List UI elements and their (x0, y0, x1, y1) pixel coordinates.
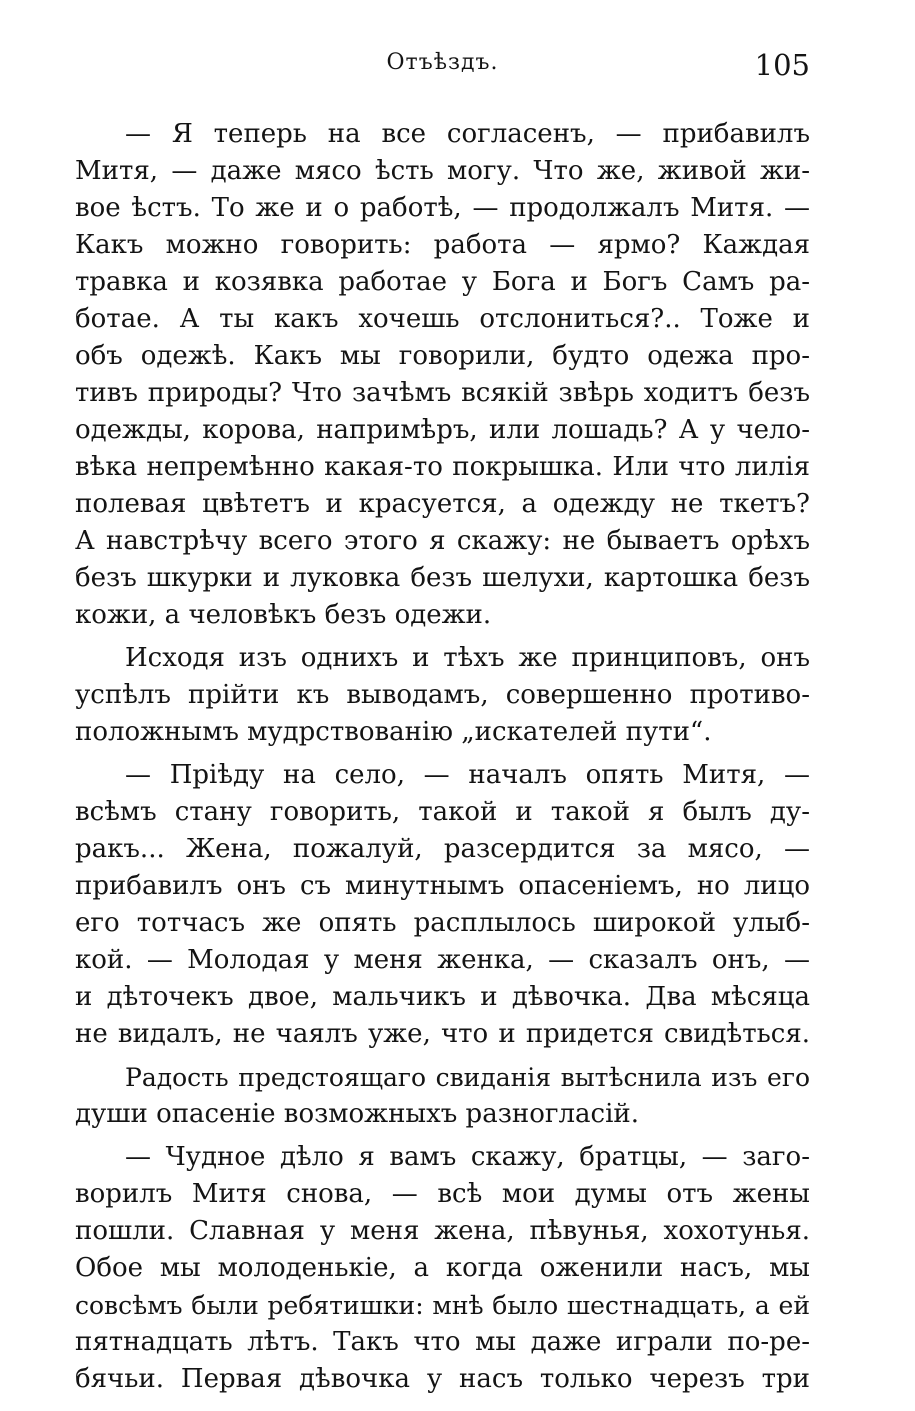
text-line: бячьи. Первая дѣвочка у насъ только черезъ три (75, 1364, 810, 1394)
text-line: Исходя изъ однихъ и тѣхъ же принциповъ, онъ (125, 643, 810, 673)
text-line: кой. — Молодая у меня женка, — сказалъ онъ, — (75, 945, 810, 975)
text-line: безъ шкурки и луковка безъ шелухи, картошка безъ (75, 563, 810, 593)
text-line: Какъ можно говорить: работа — ярмо? Каждая (75, 230, 810, 260)
page-number: 105 (754, 48, 810, 82)
text-line: вое ѣстъ. То же и о работѣ, — продолжалъ Митя. — (75, 193, 810, 223)
text-line: ворилъ Митя снова, — всѣ мои думы отъ жены (75, 1179, 810, 1209)
text-line: успѣлъ прійти къ выводамъ, совершенно противо- (75, 680, 810, 710)
text-line: ботае. А ты какъ хочешь отслониться?.. Тоже и (75, 304, 810, 334)
body-text (75, 116, 810, 1398)
text-line: кожи, а человѣкъ безъ одежи. (75, 600, 492, 630)
text-line: Митя, — даже мясо ѣсть могу. Что же, живой жи- (75, 156, 810, 186)
text-line: — Чудное дѣло я вамъ скажу, братцы, — заго- (125, 1142, 810, 1172)
text-line: травка и козявка работае у Бога и Богъ Самъ ра- (75, 267, 810, 297)
text-line: ракъ... Жена, пожалуй, разсердится за мясо, — (75, 834, 810, 864)
text-line: полевая цвѣтетъ и красуется, а одежду не ткетъ? (75, 489, 810, 519)
text-line: — Я теперь на все согласенъ, — прибавилъ (125, 119, 810, 149)
text-line: вѣка непремѣнно какая-то покрышка. Или что лилія (75, 452, 810, 482)
text-line: совсѣмъ были ребятишки: мнѣ было шестнадцать, а ей (75, 1291, 810, 1320)
text-line: Радость предстоящаго свиданія вытѣснила изъ его (125, 1063, 810, 1092)
running-title: Отъѣздъ. (386, 50, 499, 75)
running-head (75, 48, 810, 88)
text-line: положнымъ мудрствованію „искателей пути“. (75, 717, 712, 747)
text-line: — Пріѣду на село, — началъ опять Митя, — (125, 760, 810, 790)
text-line: Обое мы молоденькіе, а когда оженили насъ, мы (75, 1253, 810, 1283)
text-line: прибавилъ онъ съ минутнымъ опасеніемъ, но лицо (75, 871, 810, 901)
text-line: его тотчасъ же опять расплылось широкой улыб- (75, 908, 810, 938)
text-line: одежды, корова, напримѣръ, или лошадь? А у чело- (75, 415, 810, 445)
text-line: пошли. Славная у меня жена, пѣвунья, хохотунья. (75, 1216, 810, 1246)
text-line: пятнадцать лѣтъ. Такъ что мы даже играли по-ре- (75, 1327, 810, 1357)
text-line: не видалъ, не чаялъ уже, что и придется свидѣться. (75, 1019, 810, 1049)
text-line: души опасеніе возможныхъ разногласій. (75, 1099, 639, 1129)
text-line: тивъ природы? Что зачѣмъ всякій звѣрь ходитъ безъ (75, 378, 810, 408)
text-line: объ одежѣ. Какъ мы говорили, будто одежа про- (75, 341, 810, 371)
text-line: и дѣточекъ двое, мальчикъ и дѣвочка. Два мѣсяца (75, 982, 810, 1012)
text-line: всѣмъ стану говорить, такой и такой я былъ ду- (75, 797, 810, 827)
text-line: А навстрѣчу всего этого я скажу: не бываетъ орѣхъ (75, 526, 810, 556)
